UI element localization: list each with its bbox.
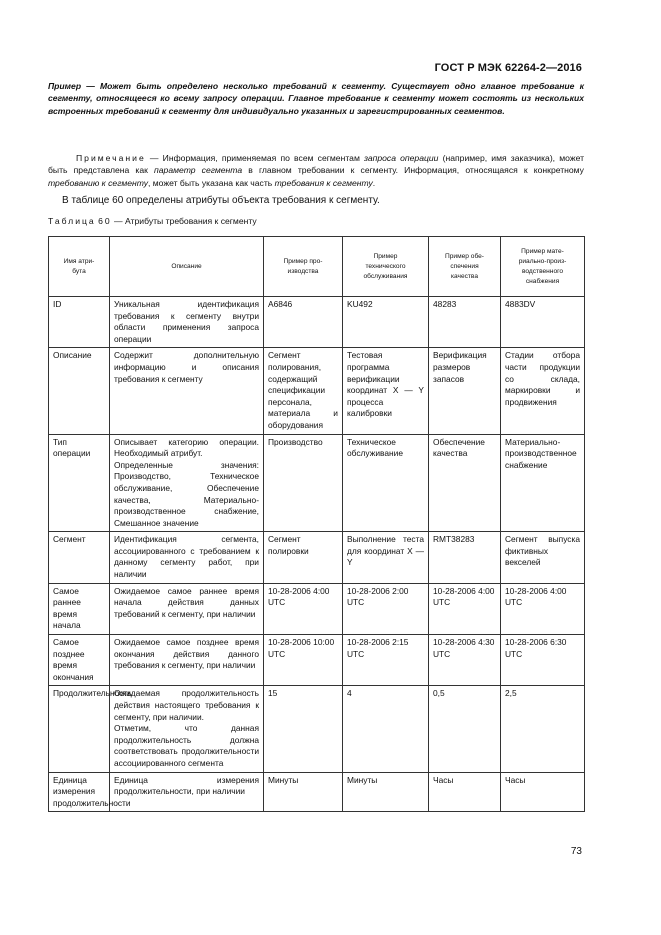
table-cell: 10-28-2006 4:00 UTC bbox=[501, 583, 585, 634]
table-cell: Сегмент bbox=[49, 532, 110, 583]
table-cell: Тип операции bbox=[49, 434, 110, 532]
table-cell: 10-28-2006 2:00 UTC bbox=[343, 583, 429, 634]
table-row bbox=[49, 532, 585, 583]
table-row bbox=[49, 348, 585, 434]
table-cell: Сегмент выпуска фиктивных векселей bbox=[501, 532, 585, 583]
caption-number: 60 bbox=[98, 216, 112, 226]
table-cell: Минуты bbox=[343, 772, 429, 812]
table-cell: Обеспечение качества bbox=[429, 434, 501, 532]
table-row bbox=[49, 635, 585, 686]
note-term: требования к сегменту bbox=[274, 177, 373, 188]
table-cell: 10-28-2006 2:15 UTC bbox=[343, 635, 429, 686]
table-cell: 10-28-2006 6:30 UTC bbox=[501, 635, 585, 686]
page-number: 73 bbox=[570, 846, 582, 857]
table-cell: Часы bbox=[501, 772, 585, 812]
table-cell: Материально-производственное снабжение bbox=[501, 434, 585, 532]
table-cell: A6846 bbox=[264, 297, 343, 348]
table-cell: Стадии отбора части продукции со склада, маркировки и продвижения bbox=[501, 348, 585, 434]
table-cell: Уникальная идентификация требования к сегменту внутри области применения запроса операции bbox=[110, 297, 264, 348]
table-cell: Минуты bbox=[264, 772, 343, 812]
table-cell: Единица измерения продолжительности bbox=[49, 772, 110, 812]
table-cell: 10-28-2006 4:00 UTC bbox=[264, 583, 343, 634]
note-part: , может быть указана как часть bbox=[148, 177, 275, 188]
table-cell: Ожидаемая продолжительность действия настоящего требования к сегменту, при наличии. Отметим, что данная продолжительность должна соответствовать продолжительности ассоциированного сегмента bbox=[110, 686, 264, 772]
table-cell: 2,5 bbox=[501, 686, 585, 772]
table-cell: Ожидаемое самое позднее время окончания действия данного требования к сегменту, при наличии bbox=[110, 635, 264, 686]
table-cell: Самое раннее время начала bbox=[49, 583, 110, 634]
table-cell: Описание bbox=[49, 348, 110, 434]
table-cell: 4 bbox=[343, 686, 429, 772]
table-cell: 0,5 bbox=[429, 686, 501, 772]
caption-label: Таблица bbox=[48, 216, 96, 226]
header-cell: Пример про- изводства bbox=[264, 237, 343, 297]
header-cell: Описание bbox=[110, 237, 264, 297]
table-cell: 48283 bbox=[429, 297, 501, 348]
table-cell: Сегмент полирования, содержащий спецификации персонала, материала и оборудования bbox=[264, 348, 343, 434]
table-cell: RMT38283 bbox=[429, 532, 501, 583]
table-cell: 10-28-2006 4:00 UTC bbox=[429, 583, 501, 634]
note-part: (например, имя заказчика), может быть представлена как bbox=[48, 153, 585, 176]
table-cell: Единица измерения продолжительности, при наличии bbox=[110, 772, 264, 812]
table-cell: Выполнение теста для координат X — Y bbox=[343, 532, 429, 583]
table-cell: Самое позднее время окончания bbox=[49, 635, 110, 686]
table-cell: 10-28-2006 10:00 UTC bbox=[264, 635, 343, 686]
table-cell: Идентификация сегмента, ассоциированного с требованием к данному сегменту работ, при наличии bbox=[110, 532, 264, 583]
table-header-row bbox=[49, 237, 585, 297]
note-part: . bbox=[372, 177, 376, 188]
note-label: Примечание bbox=[76, 153, 146, 163]
example-lead: Пример — bbox=[48, 81, 95, 91]
note-part: — Информация, применяемая по всем сегментам bbox=[145, 153, 365, 163]
table-cell: Верификация размеров запасов bbox=[429, 348, 501, 434]
table-row bbox=[49, 297, 585, 348]
table-cell: Содержит дополнительную информацию и описания требования к сегменту bbox=[110, 348, 264, 434]
table-cell: KU492 bbox=[343, 297, 429, 348]
note-term: требованию к сегменту bbox=[48, 177, 148, 188]
header-cell: Пример мате- риально-произ- водственного снабжения bbox=[501, 237, 585, 297]
header-cell: Имя атри- бута bbox=[49, 237, 110, 297]
table-cell: Часы bbox=[429, 772, 501, 812]
document-header: ГОСТ Р МЭК 62264-2—2016 bbox=[434, 62, 582, 74]
header-cell: Пример технического обслуживания bbox=[343, 237, 429, 297]
table-cell: Производство bbox=[264, 434, 343, 532]
table-cell: 4883DV bbox=[501, 297, 585, 348]
table-cell: ID bbox=[49, 297, 110, 348]
table-cell: Техническое обслуживание bbox=[343, 434, 429, 532]
table-caption bbox=[48, 216, 257, 226]
table-cell: 15 bbox=[264, 686, 343, 772]
header-cell: Пример обе- спечения качества bbox=[429, 237, 501, 297]
table-cell: Описывает категорию операции. Необходимый атрибут. Определенные значения: Производство, Техническое обслуживание, Обеспечение качества, Материально-производственное снабжение, Смешанное значение bbox=[110, 434, 264, 532]
note-part: в главном требовании к сегменту. Информация, относящаяся к конкретному bbox=[242, 165, 584, 176]
note-paragraph bbox=[48, 152, 584, 189]
note-term: запроса операции bbox=[364, 153, 439, 163]
table-cell: Тестовая программа верификации координат X — Y процесса калибровки bbox=[343, 348, 429, 434]
table-row bbox=[49, 583, 585, 634]
intro-sentence: В таблице 60 определены атрибуты объекта требования к сегменту. bbox=[62, 195, 380, 206]
table-cell: Продолжительность bbox=[49, 686, 110, 772]
table-cell: Сегмент полировки bbox=[264, 532, 343, 583]
table-row bbox=[49, 434, 585, 532]
table-row bbox=[49, 772, 585, 812]
caption-title: — Атрибуты требования к сегменту bbox=[111, 216, 257, 226]
table-cell: 10-28-2006 4:30 UTC bbox=[429, 635, 501, 686]
example-text: Может быть определено несколько требований к сегменту. Существует одно главное требование к сегменту, относящееся ко всему запросу операции. Главное требование к сегменту может состоять из нескольких встроенных требований к сегменту для индивидуально указанных и зарегистрированных сегментов. bbox=[48, 81, 584, 116]
table-row bbox=[49, 686, 585, 772]
attributes-table bbox=[48, 236, 585, 812]
example-paragraph bbox=[48, 80, 584, 117]
note-term: параметр сегмента bbox=[154, 165, 243, 176]
table-cell: Ожидаемое самое раннее время начала действия данных требований к сегменту, при наличии bbox=[110, 583, 264, 634]
